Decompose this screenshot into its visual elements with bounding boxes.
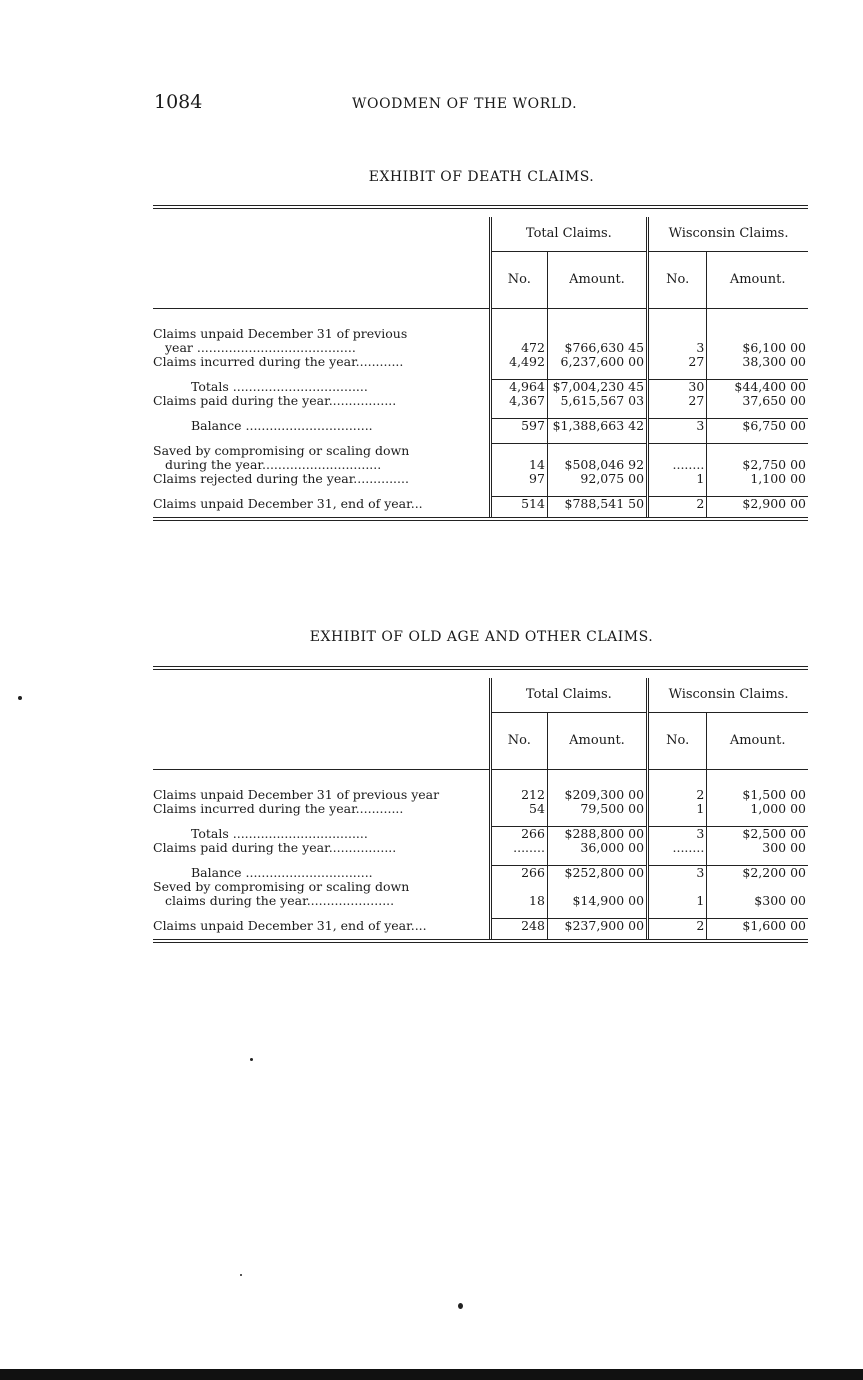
old-age-claims-title: EXHIBIT OF OLD AGE AND OTHER CLAIMS.	[309, 629, 654, 645]
total-amount-cell: 6,237,600 00	[547, 355, 647, 369]
total-amount-cell: $14,900 00	[547, 894, 647, 908]
scan-speck	[458, 1303, 463, 1309]
row-label: Claims unpaid December 31, end of year...	[153, 496, 423, 511]
table-row	[153, 380, 808, 395]
total-no-cell: 212	[490, 788, 547, 802]
wisconsin-amount-cell: 1,000 00	[707, 802, 808, 816]
row-label: year ........................................	[165, 341, 356, 355]
total-no-cell: 4,492	[490, 355, 547, 369]
total-amount-cell: $1,388,663 42	[547, 419, 647, 434]
death-claims-title: EXHIBIT OF DEATH CLAIMS.	[368, 169, 595, 185]
wisconsin-no-cell: 27	[648, 355, 707, 369]
table-row	[153, 919, 808, 934]
table-row	[153, 788, 808, 802]
total-no-cell: 514	[490, 496, 547, 511]
table-row	[153, 419, 808, 434]
table-row	[153, 355, 808, 369]
table-row	[153, 802, 808, 816]
table-row	[153, 444, 808, 458]
table-row	[153, 472, 808, 486]
row-label: Claims incurred during the year............	[153, 355, 404, 369]
wisconsin-amount-cell: 38,300 00	[707, 355, 808, 369]
scan-speck	[250, 1058, 253, 1061]
wisconsin-amount-cell: 1,100 00	[707, 472, 808, 486]
total-amount-cell: $7,004,230 45	[547, 380, 647, 395]
total-amount-cell: $288,800 00	[547, 827, 647, 842]
row-label: Balance ................................	[191, 865, 373, 880]
wisconsin-no-cell: 3	[648, 827, 707, 842]
row-label: Claims rejected during the year..............	[153, 471, 409, 486]
wisconsin-no-cell: 3	[648, 419, 707, 434]
total-no-cell: 18	[490, 894, 547, 908]
total-no-cell: 4,367	[490, 394, 547, 408]
wisconsin-claims-header: Wisconsin Claims.	[648, 678, 808, 713]
wisconsin-no-header: No.	[648, 713, 707, 770]
wisconsin-amount-cell: $44,400 00	[707, 380, 808, 395]
total-no-cell: 54	[490, 802, 547, 816]
row-label: Claims unpaid December 31 of previous	[153, 327, 408, 341]
total-no-cell: 266	[490, 866, 547, 881]
total-no-cell: 14	[490, 458, 547, 472]
wisconsin-no-cell: 3	[648, 341, 707, 355]
wisconsin-amount-cell: $300 00	[707, 894, 808, 908]
scan-edge-bar	[0, 1369, 863, 1380]
total-amount-cell: $209,300 00	[547, 788, 647, 802]
wisconsin-no-cell: ........	[648, 458, 707, 472]
wisconsin-no-cell: 1	[648, 802, 707, 816]
row-label: Balance ................................	[191, 418, 373, 433]
total-no-cell: 266	[490, 827, 547, 842]
wisconsin-no-cell: 27	[648, 394, 707, 408]
table-row	[153, 394, 808, 408]
total-amount-cell: $788,541 50	[547, 496, 647, 511]
wisconsin-no-cell: 30	[648, 380, 707, 395]
wisconsin-amount-cell: $2,750 00	[707, 458, 808, 472]
table-row	[153, 327, 808, 341]
total-claims-header: Total Claims.	[490, 217, 647, 252]
table-row	[153, 894, 808, 908]
total-amount-cell: 79,500 00	[547, 802, 647, 816]
total-amount-cell: $508,046 92	[547, 458, 647, 472]
row-label: Claims paid during the year.................	[153, 394, 397, 408]
wisconsin-amount-header: Amount.	[707, 252, 808, 309]
total-amount-cell: 36,000 00	[547, 841, 647, 855]
wisconsin-no-cell: 3	[648, 866, 707, 881]
total-amount-header: Amount.	[547, 252, 647, 309]
total-amount-cell: 5,615,567 03	[547, 394, 647, 408]
total-amount-cell: $252,800 00	[547, 866, 647, 881]
wisconsin-no-cell: 2	[648, 788, 707, 802]
wisconsin-amount-cell: $2,500 00	[707, 827, 808, 842]
death-claims-table	[153, 205, 808, 521]
wisconsin-amount-cell: $2,200 00	[707, 866, 808, 881]
total-no-cell: 248	[490, 919, 547, 934]
wisconsin-amount-cell: $6,750 00	[707, 419, 808, 434]
table-row	[153, 496, 808, 511]
wisconsin-amount-cell: $1,600 00	[707, 919, 808, 934]
total-no-cell: 472	[490, 341, 547, 355]
row-label: Claims unpaid December 31 of previous year	[153, 788, 440, 802]
row-label: claims during the year......................	[165, 894, 395, 908]
total-claims-header: Total Claims.	[490, 678, 647, 713]
wisconsin-no-header: No.	[648, 252, 707, 309]
wisconsin-amount-cell: 37,650 00	[707, 394, 808, 408]
wisconsin-amount-cell: $1,500 00	[707, 788, 808, 802]
total-amount-cell: $237,900 00	[547, 919, 647, 934]
total-no-header: No.	[490, 252, 547, 309]
total-no-header: No.	[490, 713, 547, 770]
row-label: Totals ..................................	[191, 379, 368, 394]
group-header-row	[153, 217, 808, 252]
row-label: Saved by compromising or scaling down	[153, 443, 410, 458]
wisconsin-amount-cell: $6,100 00	[707, 341, 808, 355]
total-no-cell: 97	[490, 472, 547, 486]
total-no-cell: ........	[490, 841, 547, 855]
page-number: 1084	[154, 91, 203, 113]
table-row	[153, 880, 808, 894]
row-label: during the year..............................	[165, 457, 382, 472]
wisconsin-amount-cell: $2,900 00	[707, 496, 808, 511]
running-head: WOODMEN OF THE WORLD.	[352, 96, 578, 112]
row-label: Seved by compromising or scaling down	[153, 880, 410, 894]
table-row	[153, 841, 808, 855]
old-age-claims-table	[153, 666, 808, 943]
table-row	[153, 458, 808, 472]
total-no-cell: 4,964	[490, 380, 547, 395]
wisconsin-no-cell: 2	[648, 496, 707, 511]
scan-speck	[18, 696, 22, 700]
row-label: Totals ..................................	[191, 826, 368, 841]
row-label: Claims unpaid December 31, end of year....	[153, 918, 427, 933]
wisconsin-no-cell: ........	[648, 841, 707, 855]
total-amount-cell: $766,630 45	[547, 341, 647, 355]
wisconsin-claims-header: Wisconsin Claims.	[648, 217, 808, 252]
total-no-cell: 597	[490, 419, 547, 434]
wisconsin-no-cell: 1	[648, 894, 707, 908]
wisconsin-amount-cell: 300 00	[707, 841, 808, 855]
total-amount-header: Amount.	[547, 713, 647, 770]
wisconsin-no-cell: 2	[648, 919, 707, 934]
row-label: Claims paid during the year.................	[153, 841, 397, 855]
row-label: Claims incurred during the year............	[153, 802, 404, 816]
scan-speck	[240, 1274, 242, 1276]
wisconsin-amount-header: Amount.	[707, 713, 808, 770]
table-row	[153, 866, 808, 881]
table-row	[153, 341, 808, 355]
table-row	[153, 827, 808, 842]
wisconsin-no-cell: 1	[648, 472, 707, 486]
total-amount-cell: 92,075 00	[547, 472, 647, 486]
group-header-row	[153, 678, 808, 713]
